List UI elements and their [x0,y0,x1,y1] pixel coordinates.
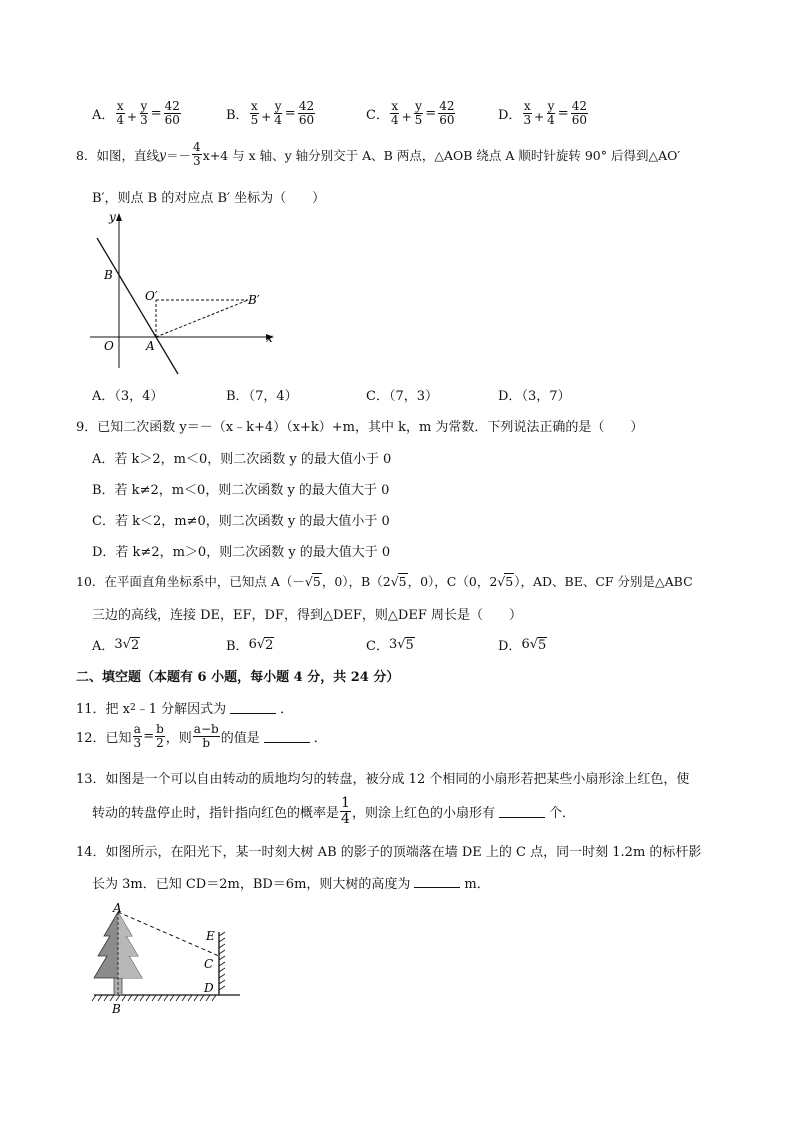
q8-option-c: C．（7，3） [366,389,438,404]
svg-text:E: E [206,929,215,943]
q7-option-a: A． $\frac{x}{4}$ + $\frac{y}{3}$ = $\frac{42}{60}$ [92,99,180,127]
q13-line2: 转动的转盘停止时，指针指向红色的概率是 $\frac{1}{4}$ ，则涂上红色的小扇形有 个． [92,795,575,827]
svg-text:x: x [266,331,273,345]
svg-text:O′: O′ [145,289,158,303]
q14-line2: 长为 3m．已知 CD＝2m，BD＝6m，则大树的高度为 m． [92,877,490,892]
svg-text:B: B [112,1002,121,1016]
q10-option-a: A． 3 √ 2 [92,637,140,654]
q8-option-d: D．（3，7） [498,389,571,404]
answer-blank[interactable] [264,730,310,743]
answer-blank[interactable] [499,805,545,818]
svg-text:D: D [204,981,214,995]
svg-text:C: C [204,957,214,971]
svg-text:A: A [113,901,122,915]
svg-text:B′: B′ [248,293,260,307]
q9-option-c: C．若 k＜2，m≠0，则二次函数 y 的最大值小于 0 [92,514,390,529]
q10-option-d: D． 6 √ 5 [498,637,547,654]
q10-option-c: C． 3 √ 5 [366,637,414,654]
q9-option-d: D．若 k≠2，m＞0，则二次函数 y 的最大值大于 0 [92,545,391,560]
fraction: $\frac{x}{4}$ [116,99,125,127]
q7-option-b: B． $\frac{x}{5}$ + $\frac{y}{4}$ = $\frac{42}{60}$ [226,99,315,127]
q8-stem-line2: B′，则点 B 的对应点 B′ 坐标为（ ） [92,191,326,206]
q13-line1: 13．如图是一个可以自由转动的质地均匀的转盘，被分成 12 个相同的小扇形若把某些小扇形涂上红色，使 [76,772,690,787]
answer-blank[interactable] [414,875,460,888]
svg-text:y: y [109,210,116,224]
q7-option-c: C． $\frac{x}{4}$ + $\frac{y}{5}$ = $\frac{42}{60}$ [366,99,455,127]
fraction: $\frac{y}{3}$ [140,99,148,127]
q11: 11．把 x 2 ﹣1 分解因式为 ． [76,702,294,717]
section-heading: 二、填空题（本题有 6 小题，每小题 4 分，共 24 分） [76,670,400,685]
q8-figure [84,208,280,376]
q8-option-a: A．（3，4） [92,389,164,404]
q12: 12．已知 $\frac{a}{3}$ = $\frac{b}{2}$ ，则 $\frac{a-b}{b}$ 的值是 ． [76,722,327,750]
svg-text:O: O [104,339,114,353]
answer-blank[interactable] [230,701,276,714]
q14-figure [88,900,248,1020]
q9-option-b: B．若 k≠2，m＜0，则二次函数 y 的最大值大于 0 [92,483,390,498]
q14-line1: 14．如图所示，在阳光下，某一时刻大树 AB 的影子的顶端落在墙 DE 上的 C 点，同一时刻 1.2m 的标杆影 [76,845,702,860]
q8-stem-line1: 8．如图，直线 y ＝－ $\frac{4}{3}$ x+4 与 x 轴、y 轴分别交于 A、B 两点，△AOB 绕点 A 顺时针旋转 90° 后得到△AO′ [76,140,681,168]
q10-stem-line1: 10．在平面直角坐标系中，已知点 A（－ √ 5 ，0），B（2 √ 5 ，0），C（0，2 √ 5 ），AD、BE、CF 分别是△ABC [76,573,693,589]
q10-option-b: B． 6 √ 2 [226,637,274,654]
q9-stem: 9．已知二次函数 y＝－（x﹣k+4）（x+k）+m，其中 k，m 为常数．下列说法正确的是（ ） [76,420,644,435]
fraction: $\frac{42}{60}$ [164,99,180,127]
q7-option-d: D． $\frac{x}{3}$ + $\frac{y}{4}$ = $\frac{42}{60}$ [498,99,587,127]
q10-stem-line2: 三边的高线，连接 DE，EF，DF，得到△DEF，则△DEF 周长是（ ） [92,608,522,623]
svg-text:A: A [146,339,155,353]
svg-text:B: B [104,268,113,282]
q8-option-b: B．（7，4） [226,389,298,404]
q9-option-a: A．若 k＞2，m＜0，则二次函数 y 的最大值小于 0 [92,452,392,467]
